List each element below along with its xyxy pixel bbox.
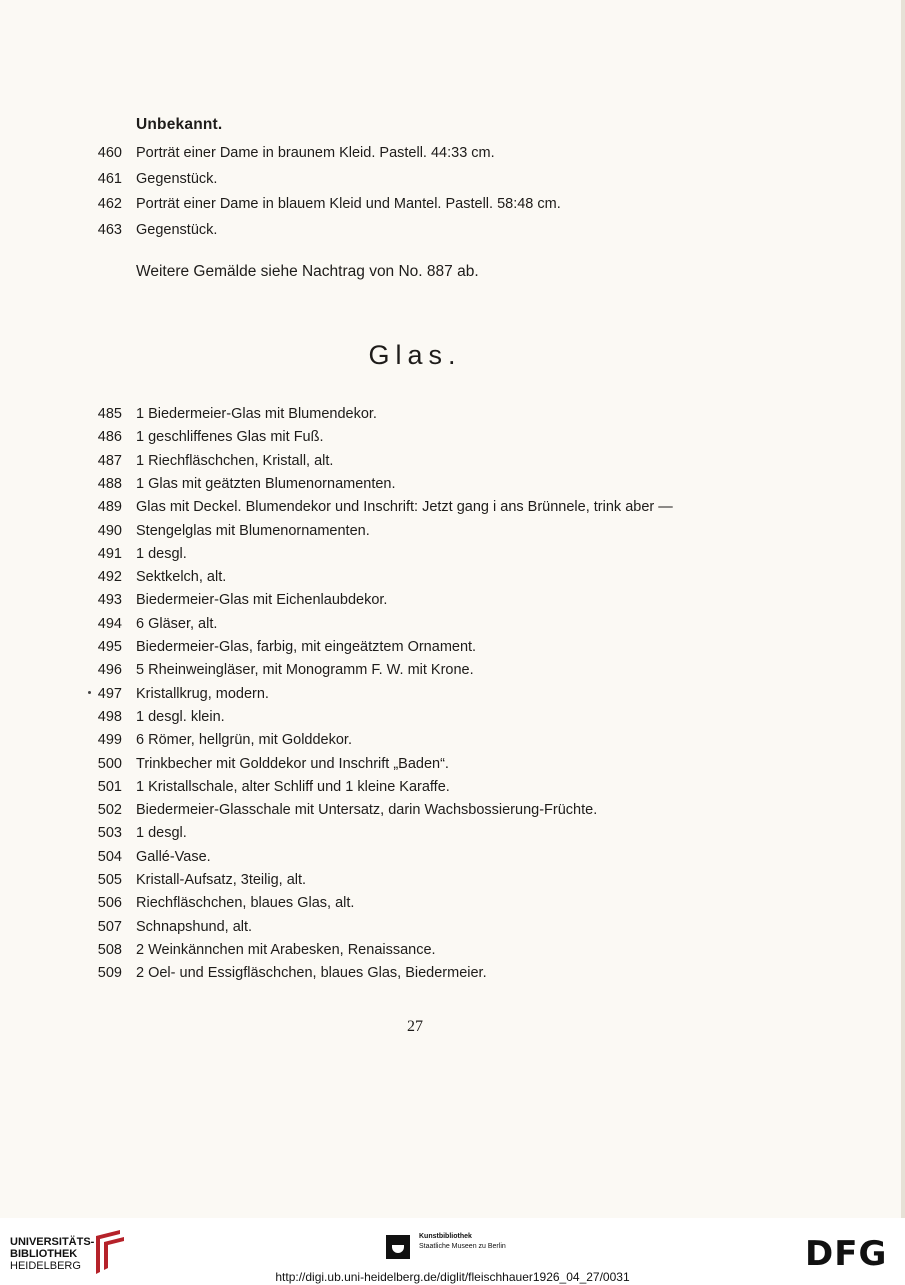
item-description: 1 geschliffenes Glas mit Fuß. xyxy=(136,429,324,446)
list-item xyxy=(0,756,905,778)
list-item xyxy=(0,453,905,475)
item-number: 485 xyxy=(97,406,122,422)
item-number: 496 xyxy=(97,662,122,679)
item-description: Stengelglas mit Blumenornamenten. xyxy=(136,522,370,539)
list-item xyxy=(0,406,905,428)
section-title-glas: Glas. xyxy=(368,340,462,370)
item-number: 489 xyxy=(97,499,122,516)
item-description: 1 Biedermeier-Glas mit Blumendekor. xyxy=(136,406,377,422)
item-description: 1 Kristallschale, alter Schliff und 1 kleine Karaffe. xyxy=(136,778,450,795)
item-number: 494 xyxy=(97,615,122,632)
item-number: 486 xyxy=(97,429,122,446)
item-number: 498 xyxy=(97,708,122,725)
item-description: Riechfläschchen, blaues Glas, alt. xyxy=(136,895,355,912)
kunstbibliothek-label xyxy=(419,1232,506,1252)
list-item xyxy=(0,171,905,193)
item-number: 500 xyxy=(97,755,122,772)
item-description: Gegenstück. xyxy=(136,221,218,238)
item-description: Porträt einer Dame in blauem Kleid und Mantel. Pastell. 58:48 cm. xyxy=(136,196,561,212)
section-heading-unbekannt: Unbekannt. xyxy=(136,116,223,133)
list-item xyxy=(0,592,905,614)
item-description: Biedermeier-Glas, farbig, mit eingeätztem Ornament. xyxy=(136,639,477,655)
kb-line2: Staatliche Museen zu Berlin xyxy=(419,1243,506,1250)
footer-bar xyxy=(0,1218,905,1285)
item-description: Glas mit Deckel. Blumendekor und Inschrift: Jetzt gang i ans Brünnele, trink aber — xyxy=(136,499,673,516)
permalink-url[interactable]: http://digi.ub.uni-heidelberg.de/diglit/fleischhauer1926_04_27/0031 xyxy=(275,1270,630,1284)
list-item xyxy=(0,639,905,661)
ub-heidelberg-logo[interactable] xyxy=(10,1236,94,1272)
ub-logo-line1: UNIVERSITÄTS- xyxy=(10,1236,95,1248)
list-item xyxy=(0,662,905,684)
item-description: Gegenstück. xyxy=(136,170,218,187)
item-description: Biedermeier-Glas mit Eichenlaubdekor. xyxy=(136,592,388,609)
item-number: 502 xyxy=(97,802,122,819)
list-item xyxy=(0,895,905,917)
item-number: 492 xyxy=(97,569,122,586)
list-item xyxy=(0,965,905,987)
list-item xyxy=(0,523,905,545)
list-item xyxy=(0,429,905,451)
item-description: 5 Rheinweingläser, mit Monogramm F. W. mit Krone. xyxy=(136,662,474,679)
item-number: 490 xyxy=(97,522,122,539)
item-description: Sektkelch, alt. xyxy=(136,569,227,586)
ub-logo-line2: BIBLIOTHEK xyxy=(10,1248,78,1260)
list-item xyxy=(0,942,905,964)
item-description: Gallé-Vase. xyxy=(136,848,211,865)
item-description: 6 Römer, hellgrün, mit Golddekor. xyxy=(136,732,352,749)
item-number: 497 xyxy=(97,685,122,702)
item-description: 1 Glas mit geätzten Blumenornamenten. xyxy=(136,475,396,492)
list-item xyxy=(0,499,905,521)
list-item xyxy=(0,686,905,708)
dfg-logo[interactable]: DFG xyxy=(805,1234,888,1274)
item-description: Kristall-Aufsatz, 3teilig, alt. xyxy=(136,872,307,888)
item-description: 2 Weinkännchen mit Arabesken, Renaissance. xyxy=(136,941,436,958)
item-number: 501 xyxy=(97,778,122,795)
list-item xyxy=(0,196,905,218)
item-number: 495 xyxy=(97,639,122,655)
kb-line1: Kunstbibliothek xyxy=(419,1233,472,1240)
item-number: 460 xyxy=(97,145,122,161)
item-description: Trinkbecher mit Golddekor und Inschrift „Baden“. xyxy=(136,755,449,772)
item-description: Kristallkrug, modern. xyxy=(136,685,269,702)
list-item xyxy=(0,849,905,871)
list-item xyxy=(0,825,905,847)
item-description: 2 Oel- und Essigfläschchen, blaues Glas, Biedermeier. xyxy=(136,965,487,982)
item-description: 1 desgl. klein. xyxy=(136,708,225,725)
item-number: 491 xyxy=(97,545,122,562)
item-number: 505 xyxy=(97,872,122,888)
item-description: Porträt einer Dame in braunem Kleid. Pastell. 44:33 cm. xyxy=(136,145,495,161)
page-number: 27 xyxy=(407,1018,423,1035)
list-item xyxy=(0,616,905,638)
list-item xyxy=(0,919,905,941)
margin-mark xyxy=(88,691,91,694)
ub-logo-line3: HEIDELBERG xyxy=(10,1260,81,1272)
item-number: 487 xyxy=(97,452,122,469)
item-number: 504 xyxy=(97,848,122,865)
list-item xyxy=(0,732,905,754)
item-number: 488 xyxy=(97,475,122,492)
item-number: 499 xyxy=(97,732,122,749)
list-item xyxy=(0,709,905,731)
item-number: 461 xyxy=(97,170,122,187)
item-number: 463 xyxy=(97,221,122,238)
item-description: 1 desgl. xyxy=(136,545,187,562)
item-description: 1 Riechfläschchen, Kristall, alt. xyxy=(136,452,334,469)
note-text: Weitere Gemälde siehe Nachtrag von No. 887 ab. xyxy=(136,263,479,280)
list-item xyxy=(0,145,905,167)
item-description: 6 Gläser, alt. xyxy=(136,615,218,632)
item-number: 493 xyxy=(97,592,122,609)
list-item xyxy=(0,222,905,244)
item-number: 503 xyxy=(97,825,122,842)
item-number: 462 xyxy=(97,196,122,212)
item-number: 509 xyxy=(97,965,122,982)
kunstbibliothek-logo-icon xyxy=(386,1235,410,1259)
list-item xyxy=(0,546,905,568)
item-number: 506 xyxy=(97,895,122,912)
item-description: 1 desgl. xyxy=(136,825,187,842)
item-description: Biedermeier-Glasschale mit Untersatz, darin Wachsbossierung-Früchte. xyxy=(136,802,598,819)
list-item xyxy=(0,569,905,591)
list-item xyxy=(0,779,905,801)
item-number: 507 xyxy=(97,918,122,935)
list-item xyxy=(0,476,905,498)
list-item xyxy=(0,872,905,894)
item-description: Schnapshund, alt. xyxy=(136,918,253,935)
ub-emblem-icon xyxy=(90,1228,128,1276)
item-number: 508 xyxy=(97,941,122,958)
list-item xyxy=(0,802,905,824)
